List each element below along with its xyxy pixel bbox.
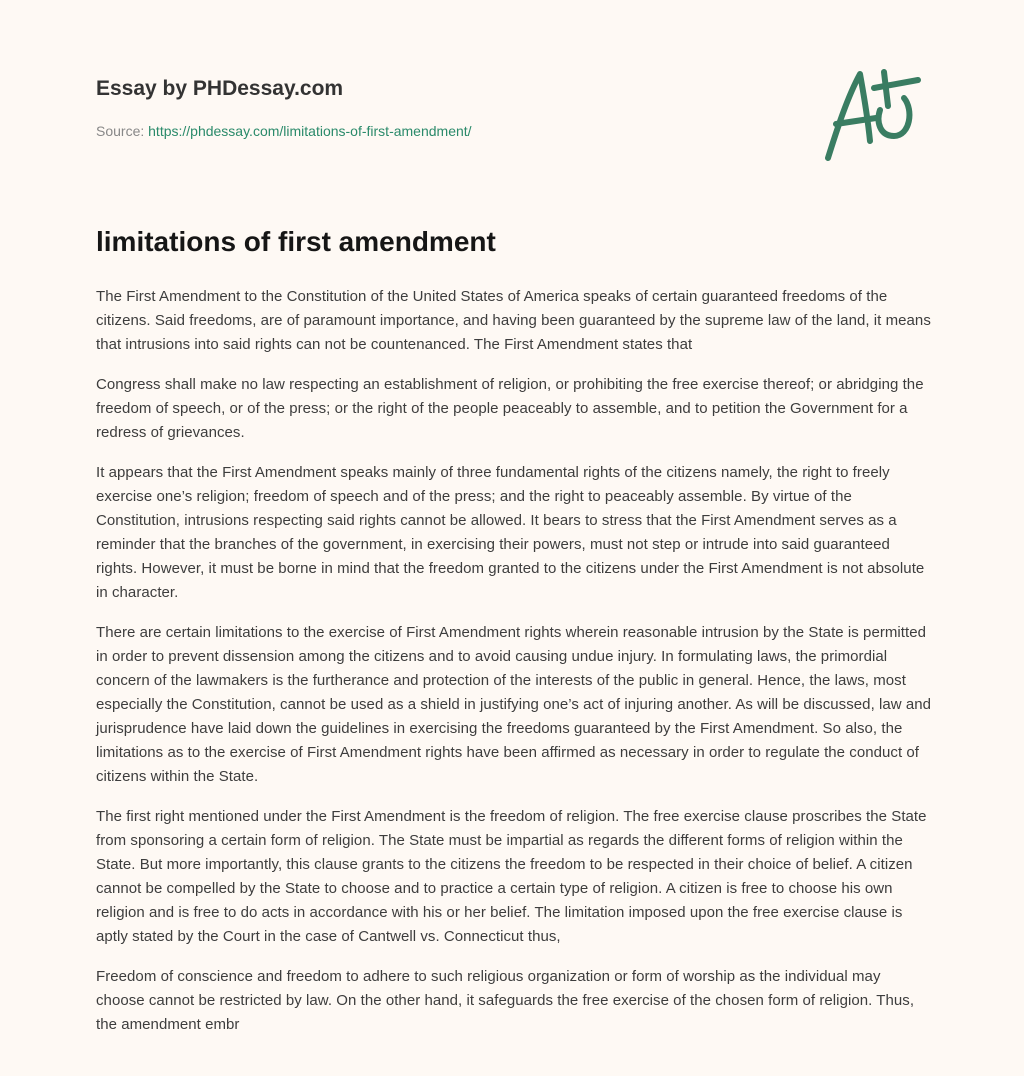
paragraph: The first right mentioned under the First Amendment is the freedom of religion. The free exercise clause proscribes the State from sponsoring a certain form of religion. The State must be impartial as regards the different forms of religion within the State. But more importantly, this clause grants to the citizens the freedom to be respected in their choice of belief. A citizen cannot be compelled by the State to choose and to practice a certain type of religion. A citizen is free to choose his own religion and is free to do acts in accordance with his or her belief. The limitation imposed upon the free exercise clause is aptly stated by the Court in the case of Cantwell vs. Connecticut thus, (96, 808, 927, 945)
paragraph: It appears that the First Amendment speaks mainly of three fundamental rights of the citizens namely, the right to freely exercise one’s religion; freedom of speech and of the press; and the right to peaceably assemble. By virtue of the Constitution, intrusions respecting said rights cannot be allowed. It bears to stress that the First Amendment serves as a reminder that the branches of the government, in exercising their powers, must not step or intrude into said guaranteed rights. However, it must be borne in mind that the freedom granted to the citizens under the First Amendment is not absolute in character. (96, 464, 925, 601)
article-body (96, 285, 932, 1053)
site-title: Essay by PHDessay.com (96, 77, 344, 100)
paragraph: Congress shall make no law respecting an establishment of religion, or prohibiting the free exercise thereof; or abridging the freedom of speech, or of the press; or the right of the people peaceably to assemble, and to petition the Government for a redress of grievances. (96, 376, 924, 441)
paragraph: The First Amendment to the Constitution of the United States of America speaks of certain guaranteed freedoms of the citizens. Said freedoms, are of paramount importance, and having been guaranteed by the supreme law of the land, it means that intrusions into said rights can not be countenanced. The First Amendment states that (96, 288, 931, 353)
paragraph: There are certain limitations to the exercise of First Amendment rights wherein reasonable intrusion by the State is permitted in order to prevent dissension among the citizens and to avoid causing undue injury. In formulating laws, the primordial concern of the lawmakers is the furtherance and protection of the interests of the public in general. Hence, the laws, most especially the Constitution, cannot be used as a shield in justifying one’s act of injuring another. As will be discussed, law and jurisprudence have laid down the guidelines in exercising the freedoms guaranteed by the First Amendment. So also, the limitations as to the exercise of First Amendment rights have been affirmed as necessary in order to regulate the conduct of citizens within the State. (96, 624, 932, 785)
paragraph: Freedom of conscience and freedom to adhere to such religious organization or form of worship as the individual may choose cannot be restricted by law. On the other hand, it safeguards the free exercise of the chosen form of religion. Thus, the amendment embr (96, 968, 915, 1033)
a-plus-logo-icon (818, 66, 928, 166)
source-link[interactable]: https://phdessay.com/limitations-of-first-amendment/ (148, 123, 472, 139)
article-title: limitations of first amendment (96, 226, 496, 257)
source-label: Source: (96, 123, 145, 139)
source-line (96, 123, 472, 139)
